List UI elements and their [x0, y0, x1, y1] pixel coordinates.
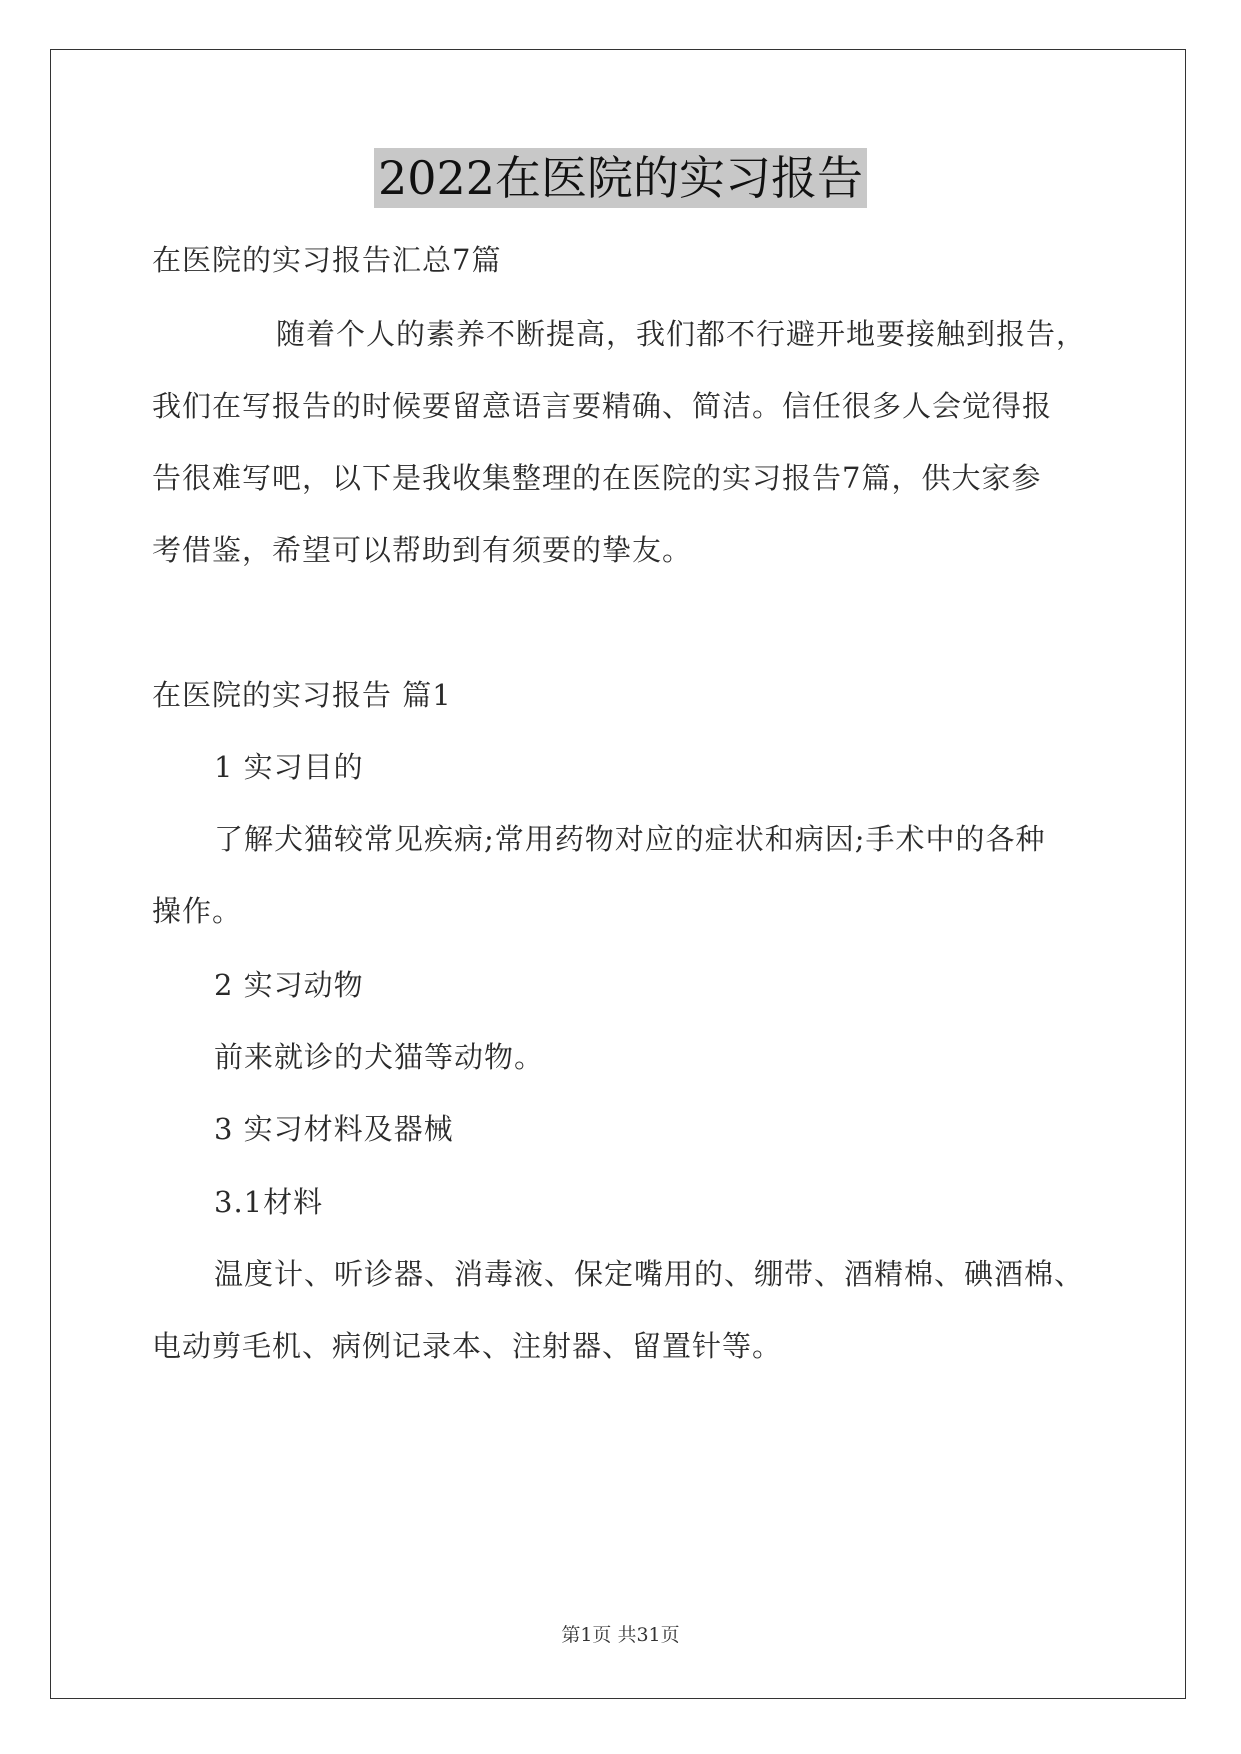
intro-line-3: 告很难写吧，以下是我收集整理的在医院的实习报告7篇，供大家参	[152, 461, 1042, 495]
purpose-heading: 1 实习目的	[214, 750, 364, 784]
intro-line-1: 随着个人的素养不断提高，我们都不行避开地要接触到报告，	[276, 317, 1087, 351]
purpose-line-2: 操作。	[152, 894, 243, 928]
intro-line-2: 我们在写报告的时候要留意语言要精确、简洁。信任很多人会觉得报	[152, 389, 1053, 423]
materials-line-1: 温度计、听诊器、消毒液、保定嘴用的、绷带、酒精棉、碘酒棉、	[214, 1257, 1085, 1291]
page-footer: 第1页 共31页	[561, 1624, 680, 1646]
document-title-wrap	[0, 148, 1241, 208]
materials-subheading: 3.1材料	[214, 1185, 324, 1219]
section-heading: 在医院的实习报告 篇1	[152, 678, 452, 712]
materials-heading: 3 实习材料及器械	[214, 1112, 454, 1146]
subtitle: 在医院的实习报告汇总7篇	[152, 243, 502, 277]
intro-line-4: 考借鉴，希望可以帮助到有须要的挚友。	[152, 533, 693, 567]
document-title: 2022在医院的实习报告	[374, 148, 867, 208]
purpose-line-1: 了解犬猫较常见疾病;常用药物对应的症状和病因;手术中的各种	[214, 822, 1046, 856]
animals-heading: 2 实习动物	[214, 968, 364, 1002]
page-border	[50, 49, 1186, 1699]
animals-text: 前来就诊的犬猫等动物。	[214, 1040, 545, 1074]
materials-line-2: 电动剪毛机、病例记录本、注射器、留置针等。	[152, 1329, 783, 1363]
